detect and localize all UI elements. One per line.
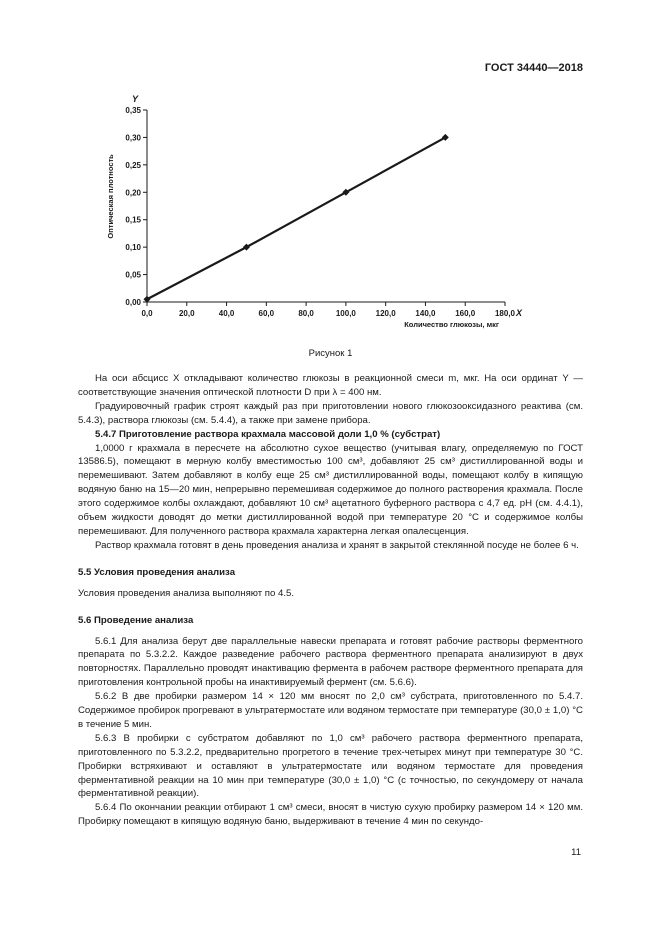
x-tick-label: 40,0: [218, 309, 235, 318]
y-axis-letter: Y: [131, 94, 139, 104]
x-tick-label: 100,0: [335, 309, 356, 318]
x-tick-label: 80,0: [298, 309, 314, 318]
paragraph-5-6-2: 5.6.2 В две пробирки размером 14 × 120 мм вносят по 2,0 см³ субстрата, приготовленного по 5.4.7. Содержимое пробирок прогревают в ультратермостате или водяном термостате при температуре (30,0 ± 1,0) °С в течение 5 мин.: [78, 691, 583, 730]
x-tick-label: 20,0: [178, 309, 195, 318]
y-tick-label: 0,25: [125, 160, 141, 170]
x-tick-label: 60,0: [258, 309, 275, 318]
paragraph-5-6-1: 5.6.1 Для анализа берут две параллельные навески препарата и готовят рабочие растворы ферментного препарата по 5.3.2.2. Каждое разведение рабочего раствора ферментного препарата анализируют в двух повторностях. Параллельно проводят инактивацию фермента в рабочем растворе ферментного препарата для приготовления контрольной пробы на инактивируемый фермент (см. 5.6.6).: [78, 635, 583, 689]
y-tick-label: 0,20: [125, 188, 141, 198]
paragraph-starch-storage: Раствор крахмала готовят в день проведения анализа и хранят в закрытой стеклянной посуде не более 6 ч.: [95, 539, 579, 551]
x-tick-label: 180,0: [494, 309, 516, 318]
paragraph-axes: На оси абсцисс X откладывают количество глюкозы в реакционной смеси m, мкг. На оси ординат Y — соответствующие значения оптической плотности D при λ = 400 нм.: [78, 373, 583, 398]
x-tick-label: 0,0: [141, 309, 153, 318]
heading-5-4-7: 5.4.7 Приготовление раствора крахмала массовой доли 1,0 % (субстрат): [95, 428, 441, 440]
paragraph-5-6-4: 5.6.4 По окончании реакции отбирают 1 см³ смеси, вносят в чистую сухую пробирку размером 14 × 120 мм. Пробирку помещают в кипящую водяную баню, выдерживают в течение 4 мин по секундо-: [78, 802, 583, 828]
y-tick-label: 0,00: [125, 298, 141, 307]
x-axis-letter: X: [515, 308, 523, 318]
x-tick-label: 120,0: [375, 309, 396, 318]
y-tick-label: 0,05: [125, 270, 141, 280]
x-tick-label: 160,0: [455, 309, 476, 318]
document-code: ГОСТ 34440—2018: [484, 62, 583, 74]
paragraph-conditions: Условия проведения анализа выполняют по 4.5.: [78, 587, 295, 599]
calibration-chart: [95, 86, 545, 336]
x-tick-label: 140,0: [415, 309, 436, 318]
y-tick-label: 0,35: [125, 106, 141, 115]
x-axis-title: Количество глюкозы, мкг: [404, 320, 499, 329]
paragraph-calibration: Градуировочный график строят каждый раз при приготовлении нового глюкозооксидазного реактива (см. 5.4.3), раствора глюкозы (см. 5.4.4), а также при замене прибора.: [78, 400, 583, 426]
y-tick-label: 0,15: [125, 215, 141, 225]
series-line: [147, 137, 445, 299]
heading-5-5: 5.5 Условия проведения анализа: [78, 566, 236, 578]
paragraph-starch-prep: 1,0000 г крахмала в пересчете на абсолютно сухое вещество (учитывая влагу, определяемую по ГОСТ 13586.5), помещают в мерную колбу вместимостью 100 см³, добавляют 25 см³ дистиллированной воды и перемешивают. Затем добавляют в колбу еще 25 см³ дистиллированной воды, помещают колбу в кипящую водяную баню на 15—20 мин, непрерывно перемешивая содержимое до полного растворения крахмала. После этого содержимое колбы охлаждают, добавляют 10 см³ ацетатного буферного раствора с 4,7 ед. pH (см. 4.4.1), объем жидкости доводят до метки дистиллированной водой при температуре 20 °С и содержимое колбы перемешивают. Для полученного раствора крахмала характерна легкая опалесценция.: [78, 442, 583, 537]
y-axis-title: Оптическая плотность: [106, 154, 115, 239]
y-tick-label: 0,10: [125, 243, 141, 253]
heading-5-6: 5.6 Проведение анализа: [78, 614, 194, 626]
y-tick-label: 0,30: [125, 133, 141, 143]
page-number: 11: [571, 847, 581, 858]
paragraph-5-6-3: 5.6.3 В пробирки с субстратом добавляют по 1,0 см³ рабочего раствора ферментного препарата, приготовленного по 5.3.2.2, предварительно прогретого в течение трех-четырех минут при температуре 30 °С. Пробирки встряхивают и оставляют в ультратермостате или водяном термостате для проведения ферментативной реакции на 10 мин при температуре (30,0 ± 1,0) °С (с точностью, по секундомеру от начала ферментативной реакции).: [78, 732, 583, 800]
figure-caption: Рисунок 1: [308, 348, 353, 359]
body-text: [78, 372, 583, 829]
